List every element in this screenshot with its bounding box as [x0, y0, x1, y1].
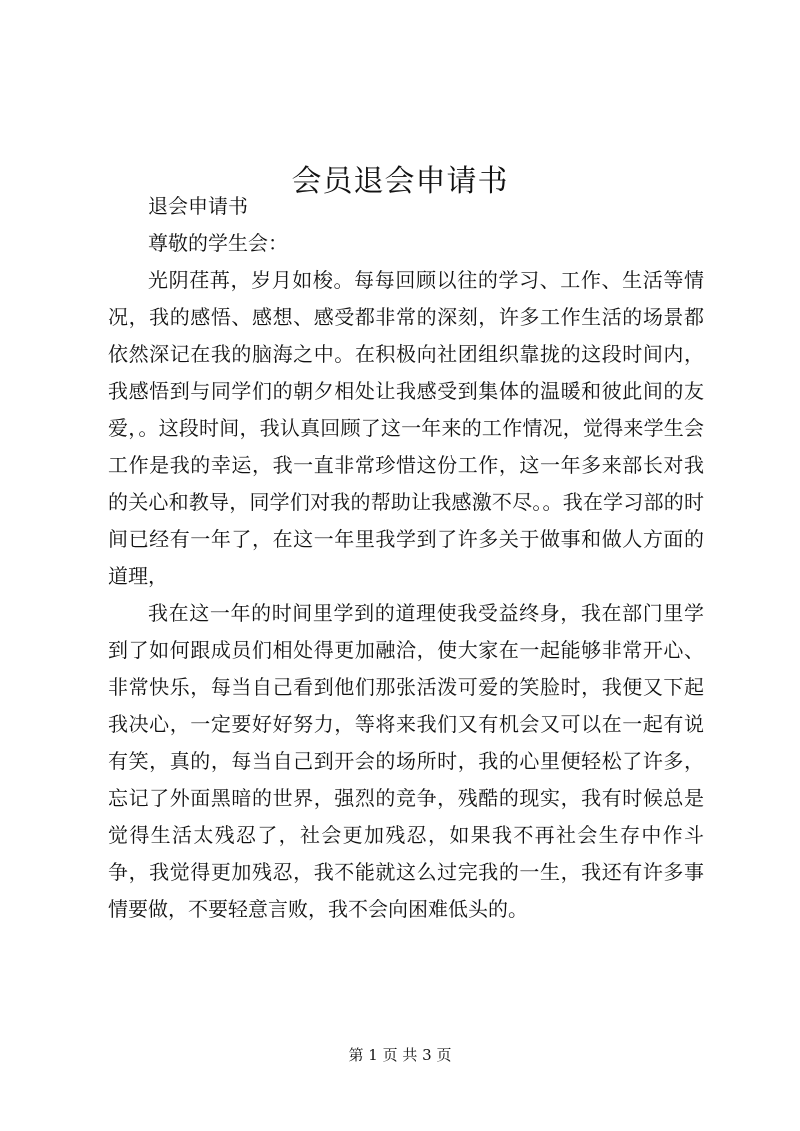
document-title: 会员退会申请书 [291, 164, 509, 200]
page-footer: 第 1 页 共 3 页 [348, 1046, 452, 1064]
paragraph-1: 光阴荏苒，岁月如梭。每每回顾以往的学习、工作、生活等情况，我的感悟、感想、感受都非常的深刻，许多工作生活的场景都依然深记在我的脑海之中。在积极向社团组织靠拢的这段时间内，我感悟到与同学们的朝夕相处让我感受到集体的温暖和彼此间的友爱，。这段时间，我认真回顾了这一年来的工作情况，觉得来学生会工作是我的幸运，我一直非常珍惜这份工作，这一年多来部长对我的关心和教导，同学们对我的帮助让我感激不尽。。我在学习部的时间已经有一年了，在这一年里我学到了许多关于做事和做人方面的道理， [108, 268, 704, 588]
paragraph-salutation: 尊敬的学生会： [148, 231, 288, 255]
document-body [108, 188, 704, 928]
paragraph-heading: 退会申请书 [148, 194, 248, 218]
paragraph-2: 我在这一年的时间里学到的道理使我受益终身，我在部门里学到了如何跟成员们相处得更加融洽，使大家在一起能够非常开心、非常快乐，每当自己看到他们那张活泼可爱的笑脸时，我便又下起我决心，一定要好好努力，等将来我们又有机会又可以在一起有说有笑，真的，每当自己到开会的场所时，我的心里便轻松了许多，忘记了外面黑暗的世界，强烈的竞争，残酷的现实，我有时候总是觉得生活太残忍了，社会更加残忍，如果我不再社会生存中作斗争，我觉得更加残忍，我不能就这么过完我的一生，我还有许多事情要做，不要轻意言败，我不会向困难低头的。 [108, 601, 704, 921]
